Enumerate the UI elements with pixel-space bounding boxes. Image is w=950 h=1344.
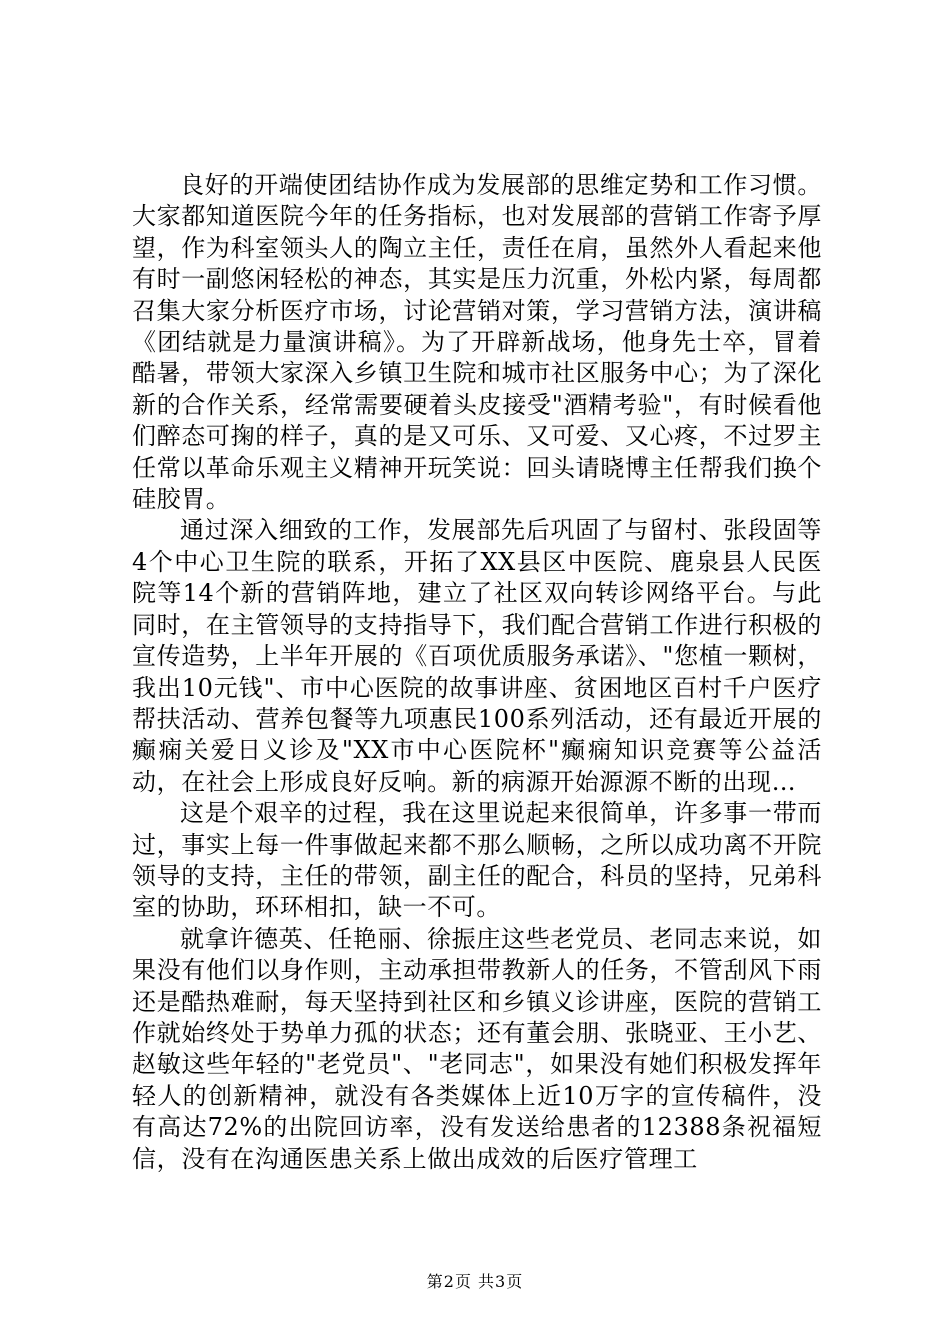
- document-body: [132, 170, 822, 1175]
- paragraph-3: 这是个艰辛的过程，我在这里说起来很简单，许多事一带而过，事实上每一件事做起来都不那么顺畅，之所以成功离不开院领导的支持，主任的带领，副主任的配合，科员的坚持，兄弟科室的协助，环环相扣，缺一不可。: [132, 799, 822, 922]
- paragraph-1: 良好的开端使团结协作成为发展部的思维定势和工作习惯。大家都知道医院今年的任务指标，也对发展部的营销工作寄予厚望，作为科室领头人的陶立主任，责任在肩，虽然外人看起来他有时一副悠闲轻松的神态，其实是压力沉重，外松内紧，每周都召集大家分析医疗市场，讨论营销对策，学习营销方法，演讲稿《团结就是力量演讲稿》。为了开辟新战场，他身先士卒，冒着酷暑，带领大家深入乡镇卫生院和城市社区服务中心；为了深化新的合作关系，经常需要硬着头皮接受"酒精考验"，有时候看他们醉态可掬的样子，真的是又可乐、又可爱、又心疼，不过罗主任常以革命乐观主义精神开玩笑说：回头请晓博主任帮我们换个硅胶胃。: [132, 171, 822, 514]
- page-footer: 第2页 共3页: [426, 1272, 524, 1291]
- paragraph-2: 通过深入细致的工作，发展部先后巩固了与留村、张段固等4个中心卫生院的联系，开拓了XX县区中医院、鹿泉县人民医院等14个新的营销阵地，建立了社区双向转诊网络平台。与此同时，在主管领导的支持指导下，我们配合营销工作进行积极的宣传造势，上半年开展的《百项优质服务承诺》、"您植一颗树，我出10元钱"、市中心医院的故事讲座、贫困地区百村千户医疗帮扶活动、营养包餐等九项惠民100系列活动，还有最近开展的癫痫关爱日义诊及"XX市中心医院杯"癫痫知识竞赛等公益活动，在社会上形成良好反响。新的病源开始源源不断的出现…: [132, 516, 822, 796]
- paragraph-4: 就拿许德英、任艳丽、徐振庄这些老党员、老同志来说，如果没有他们以身作则，主动承担带教新人的任务，不管刮风下雨还是酷热难耐，每天坚持到社区和乡镇义诊讲座，医院的营销工作就始终处于势单力孤的状态；还有董会朋、张晓亚、王小艺、赵敏这些年轻的"老党员"、"老同志"，如果没有她们积极发挥年轻人的创新精神，就没有各类媒体上近10万字的宣传稿件，没有高达72%的出院回访率，没有发送给患者的12388条祝福短信，没有在沟通医患关系上做出成效的后医疗管理工: [132, 924, 822, 1173]
